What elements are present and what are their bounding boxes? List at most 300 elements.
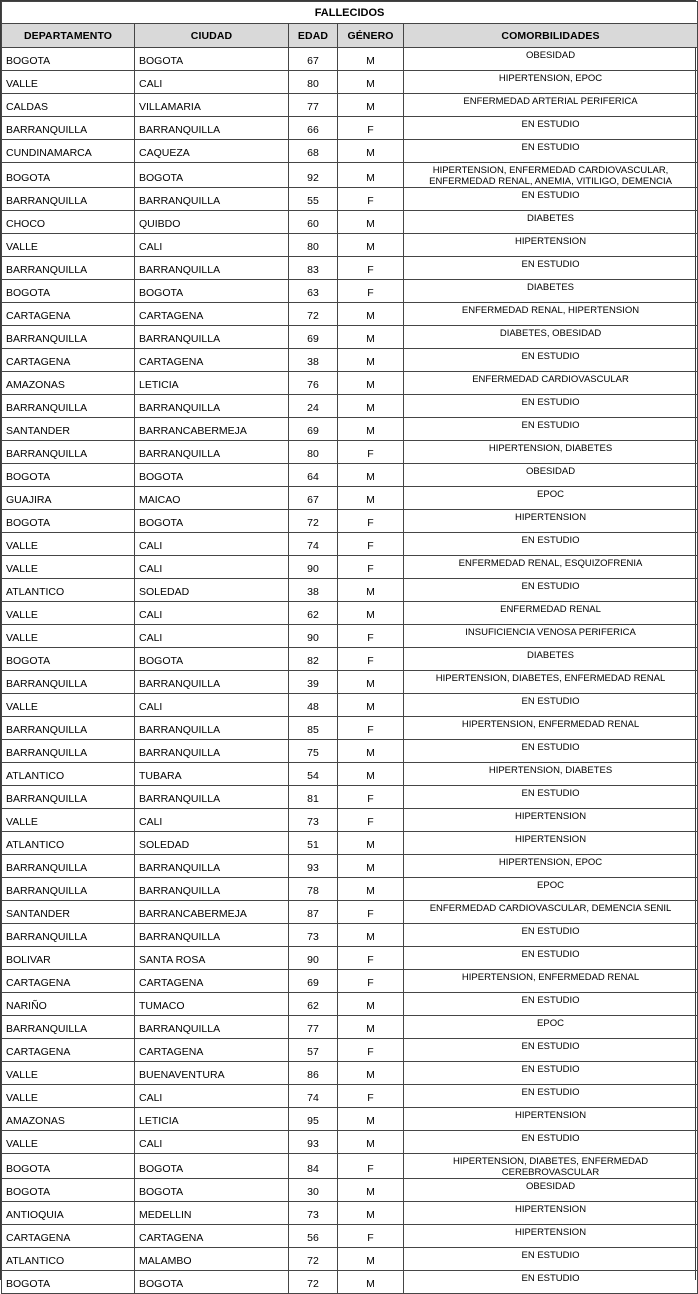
cell-departamento: VALLE [2,602,135,625]
cell-ciudad: CALI [135,556,289,579]
cell-ciudad: BUENAVENTURA [135,1062,289,1085]
cell-departamento: CHOCO [2,211,135,234]
cell-comorbilidades: DIABETES [404,648,698,671]
cell-ciudad: QUIBDO [135,211,289,234]
cell-ciudad: BARRANQUILLA [135,257,289,280]
cell-departamento: VALLE [2,625,135,648]
cell-departamento: BARRANQUILLA [2,717,135,740]
cell-comorbilidades: EPOC [404,878,698,901]
cell-ciudad: BOGOTA [135,1179,289,1202]
cell-edad: 57 [289,1039,338,1062]
column-header-edad: EDAD [289,24,338,48]
table-row [2,901,698,924]
cell-edad: 30 [289,1179,338,1202]
cell-ciudad: BARRANQUILLA [135,395,289,418]
cell-edad: 74 [289,533,338,556]
cell-comorbilidades: HIPERTENSION [404,1108,698,1131]
title-row [2,2,698,24]
cell-ciudad: BARRANQUILLA [135,717,289,740]
cell-departamento: BARRANQUILLA [2,671,135,694]
cell-comorbilidades: HIPERTENSION, ENFERMEDAD RENAL [404,970,698,993]
cell-edad: 92 [289,163,338,188]
cell-genero: F [338,556,404,579]
cell-ciudad: BARRANCABERMEJA [135,418,289,441]
cell-ciudad: CALI [135,809,289,832]
cell-genero: F [338,510,404,533]
cell-departamento: VALLE [2,533,135,556]
cell-genero: M [338,602,404,625]
cell-comorbilidades: HIPERTENSION, EPOC [404,855,698,878]
cell-ciudad: BOGOTA [135,163,289,188]
cell-edad: 77 [289,94,338,117]
cell-edad: 93 [289,855,338,878]
table-row [2,487,698,510]
fallecidos-table [1,1,698,1294]
cell-ciudad: BOGOTA [135,48,289,71]
cell-genero: M [338,418,404,441]
cell-edad: 72 [289,510,338,533]
cell-ciudad: BARRANQUILLA [135,878,289,901]
cell-genero: M [338,1016,404,1039]
cell-edad: 69 [289,326,338,349]
cell-comorbilidades: HIPERTENSION [404,809,698,832]
table-row [2,694,698,717]
cell-genero: M [338,1131,404,1154]
table-row [2,602,698,625]
cell-genero: M [338,395,404,418]
cell-comorbilidades: ENFERMEDAD CARDIOVASCULAR [404,372,698,395]
cell-edad: 54 [289,763,338,786]
table-row [2,1225,698,1248]
cell-edad: 72 [289,303,338,326]
cell-comorbilidades: HIPERTENSION [404,1225,698,1248]
cell-genero: F [338,786,404,809]
cell-ciudad: CARTAGENA [135,1225,289,1248]
cell-genero: M [338,878,404,901]
table-row [2,48,698,71]
cell-departamento: CARTAGENA [2,970,135,993]
cell-comorbilidades: HIPERTENSION, ENFERMEDAD RENAL [404,717,698,740]
cell-genero: F [338,1085,404,1108]
table-row [2,1154,698,1179]
cell-comorbilidades: EN ESTUDIO [404,1085,698,1108]
cell-edad: 84 [289,1154,338,1179]
cell-comorbilidades: EN ESTUDIO [404,1248,698,1271]
cell-ciudad: BARRANQUILLA [135,326,289,349]
cell-departamento: BARRANQUILLA [2,257,135,280]
cell-departamento: BOGOTA [2,464,135,487]
table-row [2,163,698,188]
cell-genero: M [338,303,404,326]
table-row [2,533,698,556]
cell-genero: M [338,71,404,94]
table-row [2,1039,698,1062]
cell-departamento: SANTANDER [2,901,135,924]
table-row [2,1085,698,1108]
cell-departamento: BARRANQUILLA [2,924,135,947]
cell-genero: F [338,970,404,993]
cell-genero: M [338,1179,404,1202]
cell-departamento: BOGOTA [2,280,135,303]
cell-comorbilidades: ENFERMEDAD RENAL [404,602,698,625]
cell-departamento: CARTAGENA [2,1039,135,1062]
cell-comorbilidades: OBESIDAD [404,48,698,71]
table-row [2,395,698,418]
table-row [2,257,698,280]
cell-ciudad: CALI [135,602,289,625]
cell-departamento: ATLANTICO [2,1248,135,1271]
cell-genero: F [338,809,404,832]
cell-departamento: BARRANQUILLA [2,786,135,809]
cell-genero: M [338,372,404,395]
cell-edad: 66 [289,117,338,140]
page-title: FALLECIDOS [2,2,698,24]
cell-comorbilidades: EPOC [404,1016,698,1039]
cell-ciudad: BARRANQUILLA [135,117,289,140]
cell-departamento: BARRANQUILLA [2,117,135,140]
cell-comorbilidades: EN ESTUDIO [404,349,698,372]
cell-edad: 90 [289,625,338,648]
cell-departamento: VALLE [2,694,135,717]
cell-edad: 73 [289,924,338,947]
cell-ciudad: BOGOTA [135,1271,289,1294]
cell-edad: 72 [289,1271,338,1294]
cell-departamento: CARTAGENA [2,349,135,372]
cell-comorbilidades: EN ESTUDIO [404,947,698,970]
table-row [2,418,698,441]
table-row [2,1016,698,1039]
cell-ciudad: CARTAGENA [135,349,289,372]
table-row [2,832,698,855]
cell-genero: F [338,947,404,970]
cell-comorbilidades: EN ESTUDIO [404,1271,698,1294]
cell-genero: M [338,1062,404,1085]
table-row [2,303,698,326]
cell-departamento: SANTANDER [2,418,135,441]
cell-genero: F [338,188,404,211]
header-row [2,24,698,48]
cell-ciudad: BOGOTA [135,510,289,533]
cell-edad: 67 [289,48,338,71]
cell-edad: 83 [289,257,338,280]
cell-departamento: BARRANQUILLA [2,878,135,901]
table-row [2,763,698,786]
cell-departamento: ATLANTICO [2,763,135,786]
cell-ciudad: MAICAO [135,487,289,510]
cell-comorbilidades: EN ESTUDIO [404,188,698,211]
cell-comorbilidades: HIPERTENSION [404,1202,698,1225]
cell-comorbilidades: ENFERMEDAD ARTERIAL PERIFERICA [404,94,698,117]
cell-comorbilidades: HIPERTENSION [404,832,698,855]
table-row [2,947,698,970]
cell-ciudad: BARRANQUILLA [135,188,289,211]
table-row [2,924,698,947]
cell-ciudad: BARRANQUILLA [135,1016,289,1039]
cell-departamento: ATLANTICO [2,832,135,855]
table-row [2,625,698,648]
cell-edad: 73 [289,809,338,832]
cell-departamento: CUNDINAMARCA [2,140,135,163]
cell-comorbilidades: HIPERTENSION, DIABETES, ENFERMEDAD CEREBROVASCULAR [404,1154,698,1179]
cell-departamento: BOGOTA [2,648,135,671]
cell-comorbilidades: ENFERMEDAD CARDIOVASCULAR, DEMENCIA SENIL [404,901,698,924]
table-row [2,1271,698,1294]
cell-comorbilidades: INSUFICIENCIA VENOSA PERIFERICA [404,625,698,648]
cell-genero: M [338,94,404,117]
cell-ciudad: CALI [135,71,289,94]
cell-comorbilidades: HIPERTENSION [404,510,698,533]
table-row [2,878,698,901]
cell-ciudad: CARTAGENA [135,970,289,993]
table-row [2,1202,698,1225]
cell-edad: 38 [289,349,338,372]
cell-ciudad: CALI [135,1131,289,1154]
table-row [2,993,698,1016]
cell-comorbilidades: HIPERTENSION, DIABETES [404,763,698,786]
cell-edad: 76 [289,372,338,395]
cell-genero: M [338,924,404,947]
cell-edad: 69 [289,418,338,441]
cell-ciudad: CALI [135,533,289,556]
cell-departamento: CARTAGENA [2,303,135,326]
cell-ciudad: CALI [135,625,289,648]
cell-genero: F [338,1225,404,1248]
cell-genero: M [338,993,404,1016]
cell-genero: M [338,211,404,234]
cell-departamento: CARTAGENA [2,1225,135,1248]
cell-genero: M [338,763,404,786]
column-header-comorbilidades: COMORBILIDADES [404,24,698,48]
cell-departamento: VALLE [2,1085,135,1108]
table-row [2,211,698,234]
cell-comorbilidades: EPOC [404,487,698,510]
table-row [2,94,698,117]
cell-genero: M [338,1108,404,1131]
table-row [2,740,698,763]
cell-genero: M [338,140,404,163]
cell-comorbilidades: EN ESTUDIO [404,257,698,280]
cell-edad: 39 [289,671,338,694]
cell-departamento: BARRANQUILLA [2,326,135,349]
cell-genero: M [338,326,404,349]
cell-departamento: ATLANTICO [2,579,135,602]
cell-comorbilidades: EN ESTUDIO [404,140,698,163]
cell-departamento: BOGOTA [2,1179,135,1202]
cell-comorbilidades: HIPERTENSION, DIABETES [404,441,698,464]
cell-genero: F [338,117,404,140]
cell-comorbilidades: EN ESTUDIO [404,395,698,418]
cell-departamento: ANTIOQUIA [2,1202,135,1225]
cell-comorbilidades: OBESIDAD [404,464,698,487]
table-row [2,71,698,94]
cell-genero: M [338,487,404,510]
cell-ciudad: BARRANQUILLA [135,441,289,464]
cell-departamento: BOGOTA [2,48,135,71]
column-header-genero: GÉNERO [338,24,404,48]
cell-edad: 86 [289,1062,338,1085]
cell-departamento: GUAJIRA [2,487,135,510]
cell-ciudad: CALI [135,1085,289,1108]
cell-edad: 95 [289,1108,338,1131]
cell-genero: M [338,234,404,257]
cell-ciudad: BARRANCABERMEJA [135,901,289,924]
cell-comorbilidades: EN ESTUDIO [404,579,698,602]
cell-comorbilidades: EN ESTUDIO [404,993,698,1016]
cell-edad: 93 [289,1131,338,1154]
table-row [2,671,698,694]
cell-departamento: CALDAS [2,94,135,117]
cell-ciudad: SOLEDAD [135,832,289,855]
table-row [2,786,698,809]
table-row [2,717,698,740]
table-row [2,809,698,832]
cell-edad: 72 [289,1248,338,1271]
cell-comorbilidades: ENFERMEDAD RENAL, ESQUIZOFRENIA [404,556,698,579]
cell-genero: M [338,694,404,717]
cell-ciudad: MEDELLIN [135,1202,289,1225]
cell-ciudad: BOGOTA [135,464,289,487]
cell-ciudad: TUBARA [135,763,289,786]
cell-edad: 78 [289,878,338,901]
cell-genero: F [338,441,404,464]
cell-departamento: BARRANQUILLA [2,395,135,418]
table-row [2,372,698,395]
cell-edad: 82 [289,648,338,671]
cell-departamento: VALLE [2,234,135,257]
cell-genero: M [338,464,404,487]
cell-departamento: BOGOTA [2,1271,135,1294]
cell-comorbilidades: HIPERTENSION [404,234,698,257]
cell-genero: M [338,740,404,763]
table-row [2,280,698,303]
table-row [2,117,698,140]
cell-departamento: BOGOTA [2,510,135,533]
cell-comorbilidades: EN ESTUDIO [404,1039,698,1062]
table-row [2,579,698,602]
cell-edad: 80 [289,234,338,257]
table-row [2,464,698,487]
cell-ciudad: BARRANQUILLA [135,740,289,763]
table-row [2,234,698,257]
cell-departamento: BARRANQUILLA [2,441,135,464]
cell-comorbilidades: HIPERTENSION, DIABETES, ENFERMEDAD RENAL [404,671,698,694]
cell-comorbilidades: DIABETES [404,211,698,234]
table-row [2,1179,698,1202]
cell-departamento: BOGOTA [2,1154,135,1179]
table-row [2,510,698,533]
column-header-ciudad: CIUDAD [135,24,289,48]
cell-ciudad: LETICIA [135,1108,289,1131]
cell-genero: F [338,901,404,924]
cell-comorbilidades: DIABETES [404,280,698,303]
table-row [2,1131,698,1154]
cell-edad: 48 [289,694,338,717]
cell-edad: 56 [289,1225,338,1248]
cell-departamento: AMAZONAS [2,1108,135,1131]
cell-comorbilidades: EN ESTUDIO [404,117,698,140]
table-row [2,648,698,671]
cell-ciudad: BARRANQUILLA [135,924,289,947]
cell-comorbilidades: HIPERTENSION, EPOC [404,71,698,94]
cell-genero: M [338,579,404,602]
table-row [2,441,698,464]
cell-comorbilidades: EN ESTUDIO [404,418,698,441]
table-row [2,1108,698,1131]
cell-comorbilidades: EN ESTUDIO [404,786,698,809]
cell-edad: 69 [289,970,338,993]
column-header-departamento: DEPARTAMENTO [2,24,135,48]
cell-comorbilidades: OBESIDAD [404,1179,698,1202]
cell-genero: F [338,533,404,556]
cell-genero: M [338,48,404,71]
table-row [2,556,698,579]
cell-comorbilidades: ENFERMEDAD RENAL, HIPERTENSION [404,303,698,326]
cell-ciudad: CALI [135,694,289,717]
cell-departamento: VALLE [2,1062,135,1085]
cell-ciudad: CARTAGENA [135,303,289,326]
cell-edad: 64 [289,464,338,487]
table-row [2,855,698,878]
cell-edad: 87 [289,901,338,924]
cell-genero: M [338,1202,404,1225]
cell-genero: F [338,717,404,740]
table-row [2,326,698,349]
cell-genero: F [338,648,404,671]
cell-comorbilidades: DIABETES, OBESIDAD [404,326,698,349]
cell-edad: 68 [289,140,338,163]
cell-edad: 80 [289,71,338,94]
cell-ciudad: BARRANQUILLA [135,786,289,809]
cell-edad: 77 [289,1016,338,1039]
cell-genero: M [338,1248,404,1271]
cell-comorbilidades: EN ESTUDIO [404,740,698,763]
cell-edad: 80 [289,441,338,464]
cell-genero: F [338,280,404,303]
table-row [2,140,698,163]
cell-edad: 63 [289,280,338,303]
cell-ciudad: BARRANQUILLA [135,671,289,694]
table-row [2,188,698,211]
cell-ciudad: TUMACO [135,993,289,1016]
cell-genero: M [338,349,404,372]
cell-comorbilidades: EN ESTUDIO [404,694,698,717]
cell-departamento: VALLE [2,556,135,579]
cell-edad: 81 [289,786,338,809]
cell-departamento: VALLE [2,809,135,832]
cell-ciudad: CARTAGENA [135,1039,289,1062]
cell-genero: F [338,257,404,280]
cell-edad: 62 [289,993,338,1016]
cell-edad: 73 [289,1202,338,1225]
cell-comorbilidades: EN ESTUDIO [404,1062,698,1085]
table-row [2,970,698,993]
cell-ciudad: BARRANQUILLA [135,855,289,878]
cell-genero: M [338,1271,404,1294]
cell-departamento: NARIÑO [2,993,135,1016]
cell-edad: 90 [289,556,338,579]
cell-comorbilidades: EN ESTUDIO [404,533,698,556]
cell-edad: 85 [289,717,338,740]
cell-departamento: VALLE [2,71,135,94]
cell-departamento: BARRANQUILLA [2,188,135,211]
cell-edad: 38 [289,579,338,602]
cell-ciudad: BOGOTA [135,1154,289,1179]
cell-genero: M [338,671,404,694]
cell-ciudad: LETICIA [135,372,289,395]
cell-genero: F [338,1154,404,1179]
cell-edad: 62 [289,602,338,625]
cell-edad: 55 [289,188,338,211]
